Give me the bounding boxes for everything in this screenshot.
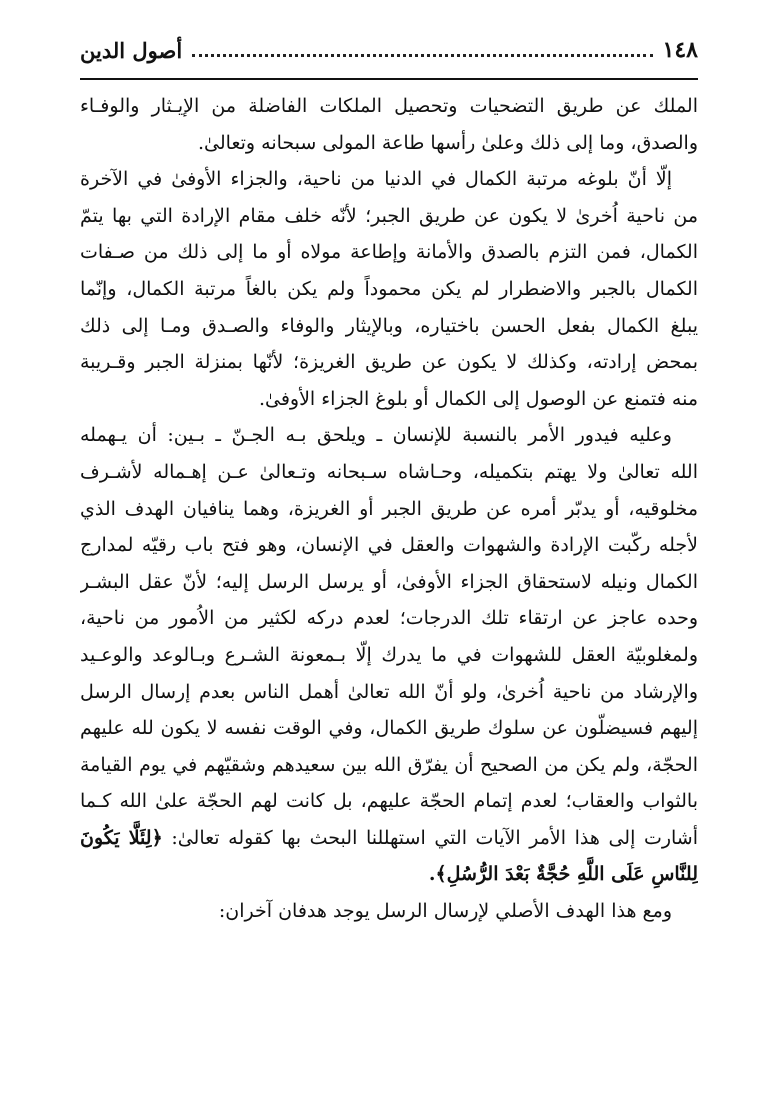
quran-verse-start: ﴿لِئَلَّا يَكُونَ bbox=[80, 826, 163, 849]
header-rule bbox=[80, 78, 698, 80]
text-line: ولمغلوبيّة العقل للشهوات في ما يدرك إلّا بـمعونة الشـرع وبـالوعد والوعـيد bbox=[80, 643, 698, 666]
body-text bbox=[80, 88, 698, 930]
text-line: يبلغ الكمال بفعل الحسن باختياره، وبالإيثار والوفاء والصـدق ومـا إلى ذلك bbox=[80, 314, 698, 337]
text-line: منه فتمنع عن الوصول إلى الكمال أو بلوغ الجزاء الأوفىٰ. bbox=[258, 387, 698, 410]
text-line: إلّا أنّ بلوغه مرتبة الكمال في الدنيا من ناحية، والجزاء الأوفىٰ في الآخرة bbox=[80, 168, 672, 191]
page-number: ١٤٨ bbox=[662, 37, 698, 63]
text-line: والصدق، وما إلى ذلك وعلىٰ رأسها طاعة المولى سبحانه وتعالىٰ. bbox=[198, 131, 698, 154]
text-line: بمحض إرادته، وكذلك لا يكون عن طريق الغريزة؛ لأنّها بمنزلة الجبر وقـريبة bbox=[80, 351, 698, 374]
text-line: الكمال ونيله لاستحقاق الجزاء الأوفىٰ، أو يرسل الرسل إليه؛ لأنّ عقل البشـر bbox=[80, 570, 698, 593]
book-title: أصول الدين bbox=[80, 37, 183, 63]
text-line: من ناحية اُخرىٰ لا يكون عن طريق الجبر؛ لأنّه خلف مقام الإرادة التي بها يتمّ bbox=[80, 204, 698, 227]
text-line: لأجله ركّبت الإرادة والشهوات والعقل في الإنسان، وهو فتح باب رقيّه لمدارج bbox=[80, 534, 698, 557]
text-line: بالثواب والعقاب؛ لعدم إتمام الحجّة عليهم، بل كانت لهم الحجّة علىٰ الله كـما bbox=[80, 790, 698, 813]
text-line-plain: أشارت إلى هذا الأمر الآيات التي استهللنا البحث بها كقوله تعالىٰ: bbox=[171, 826, 698, 849]
text-line-with-quran-start bbox=[80, 820, 698, 857]
header-dot-leader bbox=[192, 44, 652, 57]
text-line: الحجّة، ولم يكن من الصحيح أن يفرّق الله بين سعيدهم وشقيّهم في يوم القيامة bbox=[80, 753, 698, 776]
text-line: الكمال بالجبر والاضطرار لم يكن محموداً ولم يكن بالغاً مرتبة الكمال، وإنّما bbox=[80, 277, 698, 300]
text-line: وعليه فيدور الأمر بالنسبة للإنسان ـ ويلحق بـه الجـنّ ـ بـين: أن يـهمله bbox=[80, 424, 672, 447]
text-line: والإرشاد من ناحية اُخرىٰ، ولو أنّ الله تعالىٰ أهمل الناس بعدم إرسال الرسل bbox=[80, 680, 698, 703]
text-line: وحده عاجز عن ارتقاء تلك الدرجات؛ لعدم دركه لكثير من الاُمور من ناحية، bbox=[80, 607, 698, 630]
page-header bbox=[80, 30, 698, 70]
text-line: الله تعالىٰ ولا يهتم بتكميله، وحـاشاه سـبحانه وتـعالىٰ عـن إهـماله لأشـرف bbox=[80, 460, 698, 483]
text-line: إليهم فسيضلّون عن سلوك طريق الكمال، وفي الوقت نفسه لا يكون لله عليهم bbox=[80, 717, 698, 740]
text-line: الكمال، فمن التزم بالصدق والأمانة وإطاعة مولاه أو ما إلى ذلك من صـفات bbox=[80, 241, 698, 264]
text-line: مخلوقيه، أو يدبّر أمره عن طريق الجبر أو الغريزة، وهما ينافيان الهدف الذي bbox=[80, 497, 698, 520]
text-line: الملك عن طريق التضحيات وتحصيل الملكات الفاضلة من الإيـثار والوفـاء bbox=[80, 95, 698, 117]
quran-verse-end: لِلنَّاسِ عَلَى اللَّهِ حُجَّةٌ بَعْدَ الرُّسُلِ﴾. bbox=[428, 863, 698, 886]
text-line: ومع هذا الهدف الأصلي لإرسال الرسل يوجد هدفان آخران: bbox=[218, 900, 672, 923]
